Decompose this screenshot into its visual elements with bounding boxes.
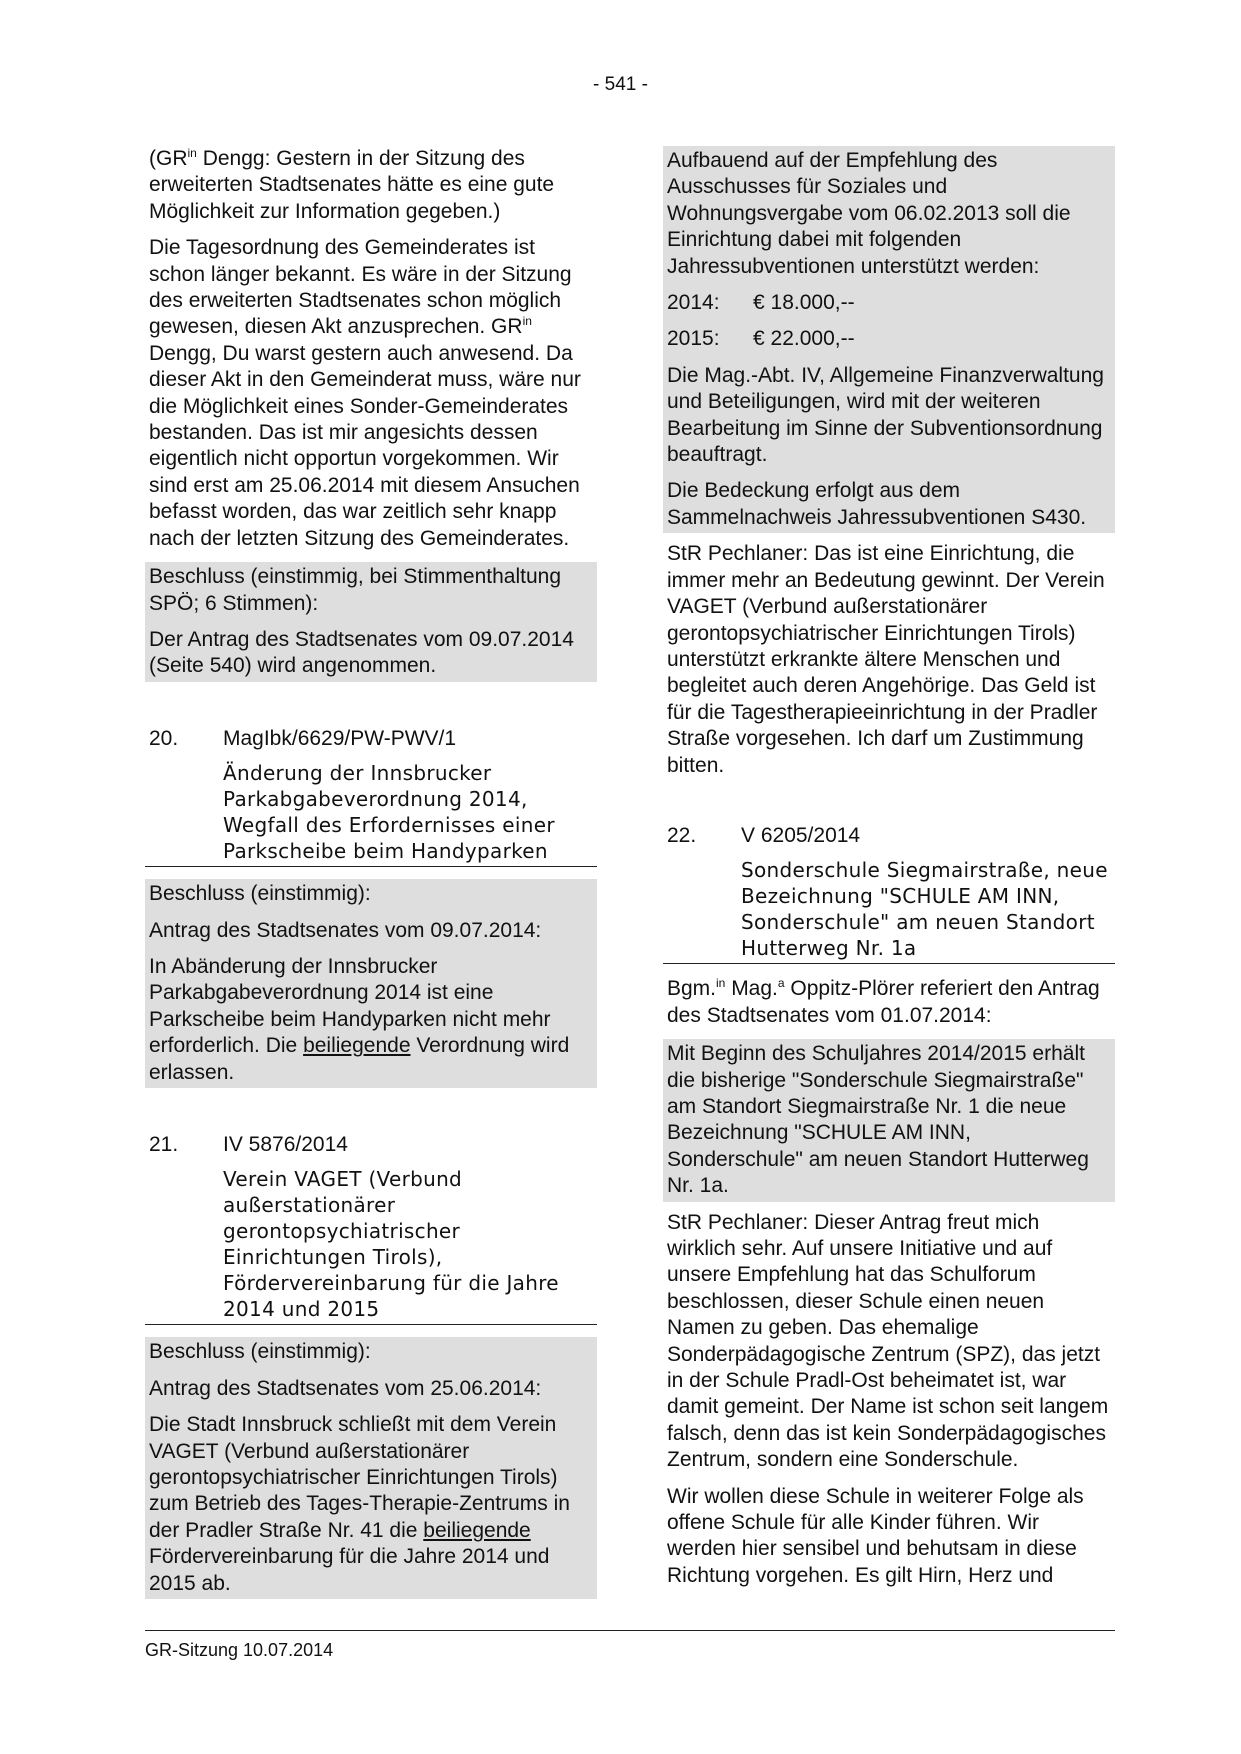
decision-block-20: [145, 879, 597, 1088]
item-reference: MagIbk/6629/PW-PWV/1: [223, 726, 457, 750]
motion-block-22: [663, 1039, 1115, 1201]
item-reference: IV 5876/2014: [223, 1132, 348, 1156]
agenda-item-21: [145, 1132, 597, 1599]
item-number: 20.: [149, 726, 179, 750]
right-column: [663, 146, 1115, 1599]
decision-text: Der Antrag des Stadtsenates vom 09.07.2014 (Seite 540) wird angenommen.: [149, 627, 574, 678]
item-number: 22.: [667, 823, 697, 847]
subsidy-row: 2014: € 18.000,--: [667, 291, 855, 315]
motion-text: In Abänderung der Innsbrucker Parkabgabeverordnung 2014 ist eine Parkscheibe beim Handyparken nicht mehr erforderlich. Die beiliegende Verordnung wird erlassen.: [149, 954, 570, 1084]
left-column: [145, 146, 597, 1607]
footer: GR-Sitzung 10.07.2014: [145, 1630, 1115, 1663]
motion-text: Mit Beginn des Schuljahres 2014/2015 erhält die bisherige "Sonderschule Siegmairstraße" am Standort Siegmairstraße Nr. 1 die neue Bezeichnung "SCHULE AM INN, Sonderschule" am neuen Standort Hutterweg Nr. 1a.: [667, 1042, 1089, 1198]
page-number: - 541 -: [593, 74, 648, 95]
attachment-link[interactable]: beiliegende: [423, 1518, 531, 1542]
agenda-item-20: [145, 726, 597, 1088]
response-paragraph: Die Tagesordnung des Gemeinderates ist schon länger bekannt. Es wäre in der Sitzung des erweiterten Stadtsenates schon möglich gewesen, diesen Akt anzusprechen. $GR^{in}$ Dengg, Du warst gestern auch anwesend. Da dieser Akt in den Gemeinderat muss, wäre nur die Möglichkeit eines Sonder-Gemeinderates bestanden. Das ist mir angesichts dessen eigentlich nicht opportun vorgekommen. Wir sind erst am 25.06.2014 mit diesem Ansuchen befasst worden, das war zeitlich sehr knapp nach der letzten Sitzung des Gemeinderates.: [149, 236, 581, 550]
decision-block-19: [145, 562, 597, 682]
item-title: Verein VAGET (Verbund außerstationärer gerontopsychiatrischer Einrichtungen Tirols), Fördervereinbarung für die Jahre 2014 und 2015: [145, 1166, 597, 1325]
motion-heading: Antrag des Stadtsenates vom 09.07.2014:: [149, 918, 542, 942]
rapporteur-text: Bgm.$^{in}$ Mag.$^a$ Oppitz-Plörer referiert den Antrag des Stadtsenates vom 01.07.2014:: [667, 976, 1100, 1027]
decision-heading: Beschluss (einstimmig, bei Stimmenthaltung SPÖ; 6 Stimmen):: [149, 565, 562, 615]
decision-heading: Beschluss (einstimmig):: [149, 1340, 371, 1364]
decision-heading: Beschluss (einstimmig):: [149, 882, 371, 906]
speaker-paragraph: Wir wollen diese Schule in weiterer Folge als offene Schule für alle Kinder führen. Wir werden hier sensibel und behutsam in diese Richtung vorgehen. Es gilt Hirn, Herz und: [667, 1484, 1084, 1587]
item-title: Änderung der Innsbrucker Parkabgabeverordnung 2014, Wegfall des Erfordernisses einer Parkscheibe beim Handyparken: [145, 760, 597, 867]
motion-text: Die Stadt Innsbruck schließt mit dem Verein VAGET (Verbund außerstationärer gerontopsychiatrischer Einrichtungen Tirols) zum Betrieb des Tages-Therapie-Zentrums in der Pradler Straße Nr. 41 die beiliegende Fördervereinbarung für die Jahre 2014 und 2015 ab.: [149, 1413, 570, 1595]
coverage-text: Die Bedeckung erfolgt aus dem Sammelnachweis Jahressubventionen S430.: [667, 479, 1087, 529]
subsidy-block: [663, 146, 1115, 533]
intro-paragraph: ($GR^{in}$ Dengg: Gestern in der Sitzung des erweiterten Stadtsenates hätte es eine gute Möglichkeit zur Information gegeben.): [149, 146, 555, 223]
department-text: Die Mag.-Abt. IV, Allgemeine Finanzverwaltung und Beteiligungen, wird mit der weiteren Bearbeitung im Sinne der Subventionsordnung beauftragt.: [667, 363, 1104, 467]
item-reference: V 6205/2014: [741, 823, 861, 847]
subsidy-row: 2015: € 22.000,--: [667, 327, 855, 351]
speaker-paragraph: StR Pechlaner: Dieser Antrag freut mich wirklich sehr. Auf unsere Initiative und auf unsere Empfehlung hat das Schulforum beschlossen, dieser Schule einen neuen Namen zu geben. Das ehemalige Sonderpädagogische Zentrum (SPZ), das jetzt in der Schule Pradl-Ost beheimatet ist, war damit gemeint. Der Name ist schon seit langem falsch, denn das ist kein Sonderpädagogisches Zentrum, sondern eine Sonderschule.: [667, 1210, 1109, 1472]
decision-block-21: [145, 1337, 597, 1599]
agenda-item-22: [663, 823, 1115, 1589]
item-title: Sonderschule Siegmairstraße, neue Bezeichnung "SCHULE AM INN, Sonderschule" am neuen Standort Hutterweg Nr. 1a: [663, 857, 1115, 964]
motion-heading: Antrag des Stadtsenates vom 25.06.2014:: [149, 1376, 542, 1400]
item-number: 21.: [149, 1132, 179, 1156]
support-text: Aufbauend auf der Empfehlung des Ausschusses für Soziales und Wohnungsvergabe vom 06.02.2013 soll die Einrichtung dabei mit folgenden Jahressubventionen unterstützt werden:: [667, 149, 1071, 278]
attachment-link[interactable]: beiliegende: [303, 1034, 411, 1058]
speaker-paragraph: StR Pechlaner: Das ist eine Einrichtung, die immer mehr an Bedeutung gewinnt. Der Verein VAGET (Verbund außerstationärer gerontopsychiatrischer Einrichtungen Tirols) unterstützt erkrankte ältere Menschen und begleitet auch deren Angehörige. Das Geld ist für die Tagestherapieeinrichtung in der Pradler Straße vorgesehen. Ich darf um Zustimmung bitten.: [667, 542, 1105, 777]
